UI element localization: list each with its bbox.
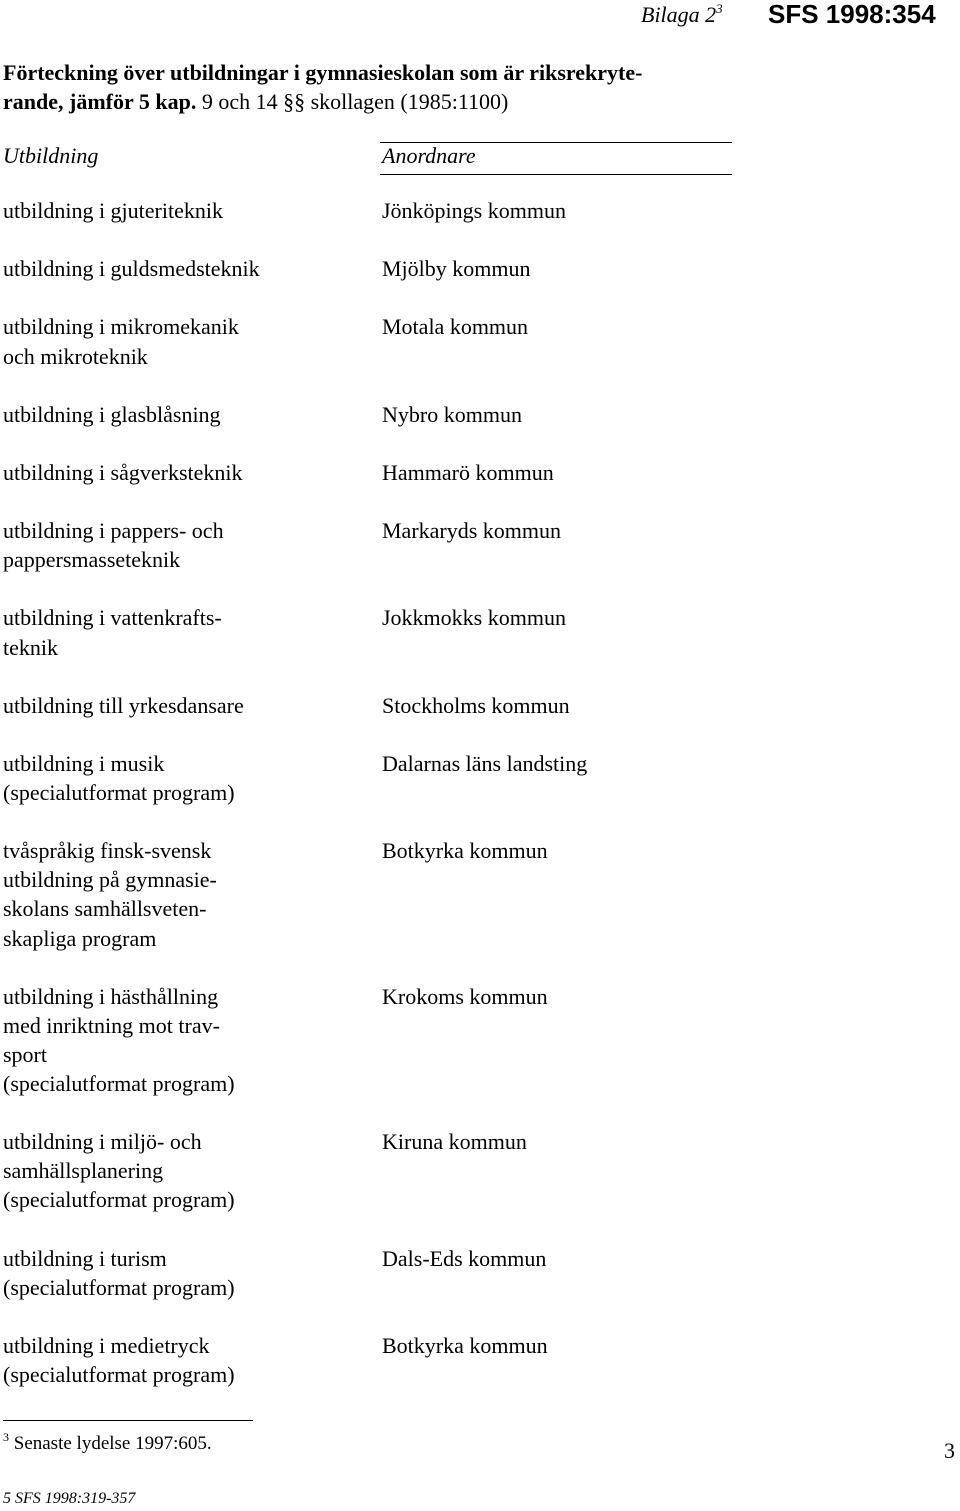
utbildning-cell-line: utbildning i miljö- och (3, 1129, 202, 1155)
utbildning-cell-line: utbildning i hästhållning (3, 983, 219, 1009)
anordnare-cell: Botkyrka kommun (382, 1332, 548, 1358)
print-reference: 5 SFS 1998:319-357 (3, 1490, 136, 1507)
footnote-mark: 3 (3, 1430, 9, 1444)
anordnare-cell: Kiruna kommun (382, 1129, 527, 1155)
utbildning-cell-line: skolans samhällsveten- (3, 896, 207, 922)
utbildning-cell-line: (specialutformat program) (3, 780, 235, 805)
appendix-label-text: Bilaga 2 (641, 2, 717, 27)
sfs-number: SFS 1998:354 (768, 0, 936, 29)
document-heading-rest: 9 och 14 §§ skollagen (1985:1100) (196, 89, 509, 114)
utbildning-cell-line: utbildning i turism (3, 1245, 167, 1271)
anordnare-cell: Nybro kommun (382, 401, 522, 427)
utbildning-cell-line: utbildning i pappers- och (3, 518, 224, 544)
anordnare-cell: Dalarnas läns landsting (382, 750, 588, 776)
utbildning-cell-line: utbildning i glasblåsning (3, 401, 221, 427)
utbildning-cell-line: utbildning i sågverksteknik (3, 459, 243, 485)
utbildning-cell-line: utbildning i guldsmedsteknik (3, 256, 260, 282)
footnote (3, 1431, 212, 1457)
anordnare-cell: Stockholms kommun (382, 692, 570, 718)
utbildning-cell-line: utbildning till yrkesdansare (3, 692, 244, 718)
column-header-anordnare: Anordnare (382, 143, 476, 168)
utbildning-cell-line: samhällsplanering (3, 1158, 164, 1184)
anordnare-cell: Dals-Eds kommun (382, 1245, 547, 1271)
anordnare-cell: Hammarö kommun (382, 459, 554, 485)
utbildning-cell-line: teknik (3, 634, 58, 660)
document-heading-line-2 (3, 87, 508, 116)
utbildning-cell-line: utbildning i mikromekanik (3, 314, 239, 340)
utbildning-cell-line: sport (3, 1041, 47, 1067)
utbildning-cell-line: utbildning i gjuteriteknik (3, 198, 223, 223)
footnote-separator (3, 1420, 253, 1421)
utbildning-cell-line: och mikroteknik (3, 343, 148, 369)
footnote-text: Senaste lydelse 1997:605. (13, 1433, 212, 1454)
anordnare-cell: Jönköpings kommun (382, 198, 566, 223)
table-header-rule (380, 174, 732, 175)
anordnare-cell: Markaryds kommun (382, 518, 562, 544)
anordnare-cell: Mjölby kommun (382, 256, 531, 282)
document-heading-bold-part: rande, jämför 5 kap. (3, 89, 197, 114)
utbildning-cell-line: utbildning i musik (3, 750, 165, 776)
anordnare-cell: Jokkmokks kommun (382, 605, 566, 631)
document-heading-line-1: Förteckning över utbildningar i gymnasieskolan som är riksrekryte- (3, 60, 643, 85)
column-header-utbildning: Utbildning (3, 143, 99, 168)
utbildning-cell-line: pappersmasseteknik (3, 547, 181, 573)
appendix-label (641, 0, 723, 30)
utbildning-cell-line: tvåspråkig finsk-svensk (3, 838, 212, 864)
utbildning-cell-line: skapliga program (3, 925, 157, 951)
anordnare-cell: Krokoms kommun (382, 983, 548, 1009)
footnote-reference-mark: 3 (716, 1, 723, 16)
page-number: 3 (944, 1438, 955, 1463)
utbildning-cell-line: (specialutformat program) (3, 1362, 235, 1387)
utbildning-cell-line: (specialutformat program) (3, 1071, 235, 1096)
utbildning-cell-line: (specialutformat program) (3, 1274, 235, 1300)
utbildning-cell-line: (specialutformat program) (3, 1187, 235, 1213)
utbildning-cell-line: med inriktning mot trav- (3, 1012, 220, 1038)
utbildning-cell-line: utbildning på gymnasie- (3, 867, 217, 893)
utbildning-cell-line: utbildning i medietryck (3, 1332, 210, 1358)
anordnare-cell: Botkyrka kommun (382, 838, 548, 864)
utbildning-cell-line: utbildning i vattenkrafts- (3, 605, 222, 631)
anordnare-cell: Motala kommun (382, 314, 529, 340)
